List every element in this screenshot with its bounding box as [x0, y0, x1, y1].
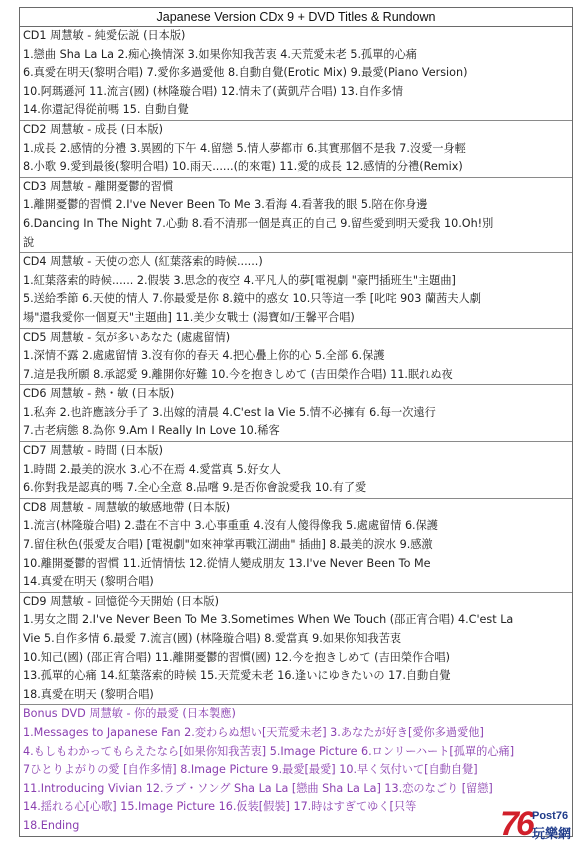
section-header: CD5 周慧敏 - 気が多いあなた (處處留情) — [23, 330, 231, 344]
cd-section — [20, 499, 572, 593]
section-header: CD4 周慧敏 - 天使の恋人 (紅葉落索的時候......) — [23, 255, 263, 269]
section-header: CD2 周慧敏 - 成長 (日本版) — [23, 122, 164, 136]
bonus-dvd-section — [20, 705, 572, 835]
track-line: 18.真愛在明天 (黎明合唱) — [23, 687, 154, 701]
section-header: CD7 周慧敏 - 時間 (日本版) — [23, 444, 164, 458]
track-line: 6.真愛在明天(黎明合唱) 7.愛你多過愛他 8.自動自覺(Erotic Mix) 9.最愛(Piano Version) — [23, 66, 468, 80]
track-line: 1.離開憂鬱的習慣 2.I've Never Been To Me 3.看海 4.看著我的眼 5.陪在你身邊 — [23, 198, 428, 212]
track-line: 1.Messages to Japanese Fan 2.変わらぬ想い[天荒愛未老] 3.あなたが好き[愛你多過愛他] — [23, 725, 484, 739]
track-line: 1.流言(林隆璇合唱) 2.盡在不言中 3.心事重重 4.沒有人傻得像我 5.處處留情 6.保護 — [23, 519, 438, 533]
track-line: 5.送給季節 6.天使的情人 7.你最愛是你 8.鏡中的惑女 10.只等這一季 [叱咤 903 蘭茜夫人劇 — [23, 292, 481, 306]
cd-section — [20, 178, 572, 253]
section-header: Bonus DVD 周慧敏 - 你的最愛 (日本製應) — [23, 707, 236, 721]
track-line: 1.紅葉落索的時候...... 2.假裝 3.思念的夜空 4.平凡人的夢[電視劇 "豪門插班生"主題曲] — [23, 273, 456, 287]
track-line: 10.離開憂鬱的習慣 11.近情情怯 12.從情人變成朋友 13.I've Never Been To Me — [23, 556, 431, 570]
section-header: CD8 周慧敏 - 周慧敏的敏感地帶 (日本版) — [23, 500, 231, 514]
track-line: 場"還我愛你一個夏天"主題曲] 11.美少女戰士 (湯寶如/王馨平合唱) — [23, 310, 355, 324]
track-line: 14.揺れる心[心歌] 15.Image Picture 16.仮装[假裝] 17.時はすぎてゆく[只等 — [23, 800, 417, 814]
sections-container — [20, 27, 572, 836]
track-line: 13.孤單的心痛 14.紅葉落索的時候 15.天荒愛未老 16.逢いにゆきたいの 17.自動自覺 — [23, 669, 451, 683]
cd-section — [20, 253, 572, 328]
track-line: 1.戀曲 Sha La La 2.痴心換情深 3.如果你知我苦衷 4.天荒愛未老 5.孤單的心痛 — [23, 47, 417, 61]
cd-section — [20, 442, 572, 499]
cd-section — [20, 27, 572, 121]
section-header: CD6 周慧敏 - 熱・敏 (日本版) — [23, 387, 175, 401]
track-line: 7.留住秋色(張愛友合唱) [電視劇"如來神掌再戰江湖曲" 插曲] 8.最美的淚水 9.感激 — [23, 538, 433, 552]
track-line: 7.這是我所願 8.承認愛 9.離開你好難 10.今を抱きしめて (吉田榮作合唱) 11.眠れぬ夜 — [23, 367, 453, 381]
track-line: 8.小歌 9.愛到最後(黎明合唱) 10.雨天......(的來電) 11.愛的成長 12.感情的分禮(Remix) — [23, 160, 463, 174]
cd-section — [20, 329, 572, 386]
track-line: 6.你對我是認真的嗎 7.全心全意 8.品嚐 9.是否你會說愛我 10.有了愛 — [23, 481, 367, 495]
cd-section — [20, 121, 572, 178]
site-watermark-logo — [500, 804, 580, 846]
track-line: 10.知己(國) (邵正宵合唱) 11.離開憂鬱的習慣(國) 12.今を抱きしめて (吉田榮作合唱) — [23, 650, 450, 664]
track-line: 18.Ending — [23, 818, 80, 832]
page-title: Japanese Version CDx 9 + DVD Titles & Rundown — [20, 8, 572, 27]
track-line: 1.私奔 2.也許應該分手了 3.出嫁的清晨 4.C'est la Vie 5.情不必擁有 6.每一次遠行 — [23, 405, 436, 419]
track-line: Vie 5.自作多情 6.最愛 7.流言(國) (林隆璇合唱) 8.愛當真 9.如果你知我苦衷 — [23, 632, 402, 645]
section-header: CD9 周慧敏 - 回憶從今天開始 (日本版) — [23, 594, 219, 608]
track-line: 1.深情不露 2.處處留情 3.沒有你的春天 4.把心疊上你的心 5.全部 6.保護 — [23, 349, 385, 363]
track-line: 4.もしもわかってもらえたなら[如果你知我苦衷] 5.Image Picture 6.ロンリーハート[孤單的心痛] — [23, 744, 515, 758]
cd-section — [20, 385, 572, 442]
track-line: 6.Dancing In The Night 7.心動 8.看不清那一個是真正的自己 9.留些愛到明天愛我 10.Oh!別 — [23, 216, 494, 230]
rundown-table — [19, 7, 573, 837]
watermark-subtext: 玩樂網 — [532, 827, 572, 842]
section-header: CD1 周慧敏 - 純愛伝説 (日本版) — [23, 29, 186, 42]
watermark-text: Post76 — [532, 810, 569, 822]
track-line: 14.真愛在明天 (黎明合唱) — [23, 575, 154, 589]
track-line: 1.時間 2.最美的淚水 3.心不在焉 4.愛當真 5.好女人 — [23, 462, 281, 476]
track-line: 7.古老病態 8.為你 9.Am I Really In Love 10.稀客 — [23, 424, 280, 438]
section-header: CD3 周慧敏 - 離開憂鬱的習慣 — [23, 179, 174, 193]
track-line: 7ひとりよがりの愛 [自作多情] 8.Image Picture 9.最愛[最愛] 10.早く気付いて[自動自覺] — [23, 763, 478, 777]
track-line: 14.你還記得從前嗎 15. 自動自覺 — [23, 103, 189, 117]
track-line: 1.成長 2.感情的分禮 3.異國的下午 4.留戀 5.情人夢都市 6.其實那個不是我 7.沒愛一身輕 — [23, 141, 466, 155]
cd-section — [20, 593, 572, 706]
track-line: 10.阿瑪遜河 11.流言(國) (林隆璇合唱) 12.情未了(黃凱芹合唱) 13.自作多情 — [23, 84, 404, 98]
watermark-number: 76 — [500, 805, 532, 843]
track-line: 1.男女之間 2.I've Never Been To Me 3.Sometimes When We Touch (邵正宵合唱) 4.C'est La — [23, 613, 514, 627]
track-line: 說 — [23, 235, 35, 249]
track-line: 11.Introducing Vivian 12.ラブ・ソング Sha La La [戀曲 Sha La La] 13.恋のなごり [留戀] — [23, 781, 493, 795]
